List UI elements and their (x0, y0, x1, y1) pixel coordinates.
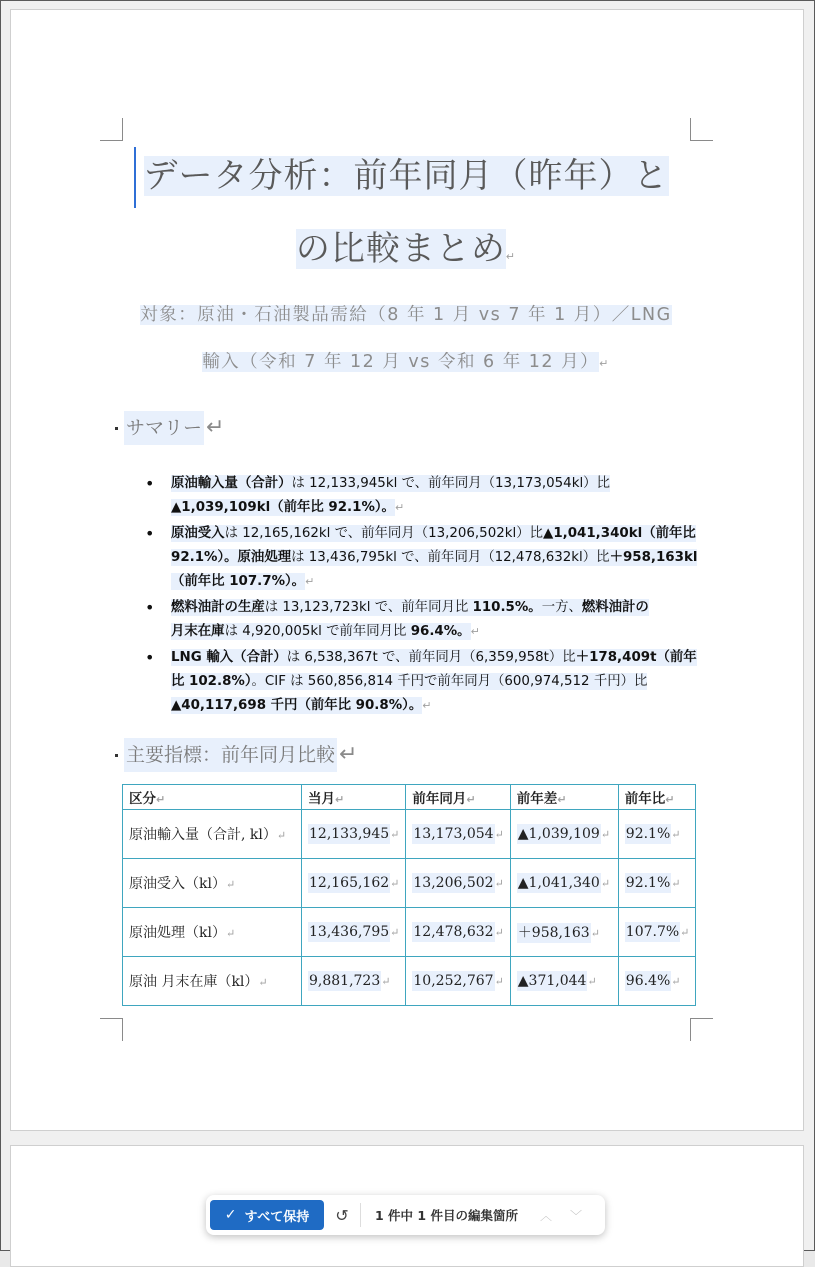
summary-bullet-item[interactable] (145, 472, 695, 520)
cell-end-mark: ↵ (671, 975, 681, 988)
table-cell[interactable]: ＋958,163↵ (510, 908, 618, 957)
cell-end-mark: ↵ (665, 793, 675, 806)
bullet-line (171, 694, 695, 718)
undo-icon[interactable]: ↺ (335, 1205, 349, 1225)
cell-end-mark: ↵ (590, 927, 600, 940)
cell-end-mark: ↵ (600, 828, 611, 841)
bold-text-run: ▲40,117,698 千円（前年比 90.8%）。 (171, 698, 423, 713)
bold-text-run: LNG 輸入（合計） (171, 650, 287, 665)
summary-bullet-list (145, 472, 698, 720)
text-run: は 13,123,723kl で、前年同月比 (264, 600, 473, 615)
table-cell[interactable]: 原油処理（kl）↵ (123, 908, 302, 957)
table-header-cell[interactable]: 前年同月↵ (406, 785, 510, 810)
bold-text-run: ＋178,409t（前年 (575, 650, 697, 665)
bold-text-run: 原油受入 (171, 526, 225, 541)
cell-end-mark: ↵ (587, 975, 597, 988)
table-cell[interactable]: 原油輸入量（合計, kl）↵ (123, 810, 302, 859)
table-cell[interactable]: 12,478,632↵ (406, 908, 510, 957)
return-mark: ↵ (339, 742, 358, 767)
paragraph-mark: ↵ (505, 250, 517, 263)
bullet-line (171, 546, 698, 570)
bullet-dot-icon: • (145, 598, 155, 617)
key-metrics-heading[interactable]: 主要指標：前年同月比較 ↵ (115, 738, 357, 772)
bold-text-run: 原油輸入量（合計） (171, 476, 292, 491)
table-cell[interactable]: 92.1%↵ (618, 859, 696, 908)
bold-text-run: ▲1,039,109kl（前年比 92.1%）。 (171, 500, 395, 515)
cell-end-mark: ↵ (494, 828, 504, 841)
table-header-cell[interactable]: 当月↵ (302, 785, 406, 810)
edit-status-text: 1 件中 1 件目の編集箇所 (375, 1208, 518, 1223)
cell-end-mark: ↵ (258, 976, 268, 989)
text-run: は 12,165,162kl で、前年同月（13,206,502kl）比 (224, 526, 544, 541)
key-metrics-table[interactable] (122, 784, 696, 1006)
bullet-line (171, 646, 695, 670)
table-cell[interactable]: 13,173,054↵ (406, 810, 510, 859)
paragraph-mark: ↵ (470, 625, 480, 638)
cell-end-mark: ↵ (276, 829, 287, 842)
summary-bullet-item[interactable] (145, 596, 695, 644)
text-run: は 13,436,795kl で、前年同月（12,478,632kl）比 (291, 550, 610, 565)
cell-end-mark: ↵ (156, 793, 166, 806)
cell-end-mark: ↵ (494, 975, 504, 988)
bold-text-run: 92.1%）。原油処理 (171, 550, 292, 565)
cell-end-mark: ↵ (494, 926, 504, 939)
summary-heading[interactable]: サマリー ↵ (115, 411, 224, 445)
cell-end-mark: ↵ (381, 975, 391, 988)
cell-end-mark: ↵ (680, 926, 690, 939)
bullet-line (171, 570, 695, 594)
cell-end-mark: ↵ (335, 793, 345, 806)
bold-text-run: 燃料油計の (581, 600, 649, 615)
table-cell[interactable]: 9,881,723↵ (302, 957, 406, 1006)
table-cell[interactable]: 13,206,502↵ (406, 859, 510, 908)
paragraph-mark: ↵ (422, 699, 432, 712)
bullet-line (171, 620, 695, 644)
bold-text-run: 比 102.8%） (171, 674, 252, 689)
return-mark: ↵ (206, 415, 225, 440)
keep-all-button[interactable]: ✓ すべて保持 (210, 1200, 324, 1230)
table-cell[interactable]: 12,165,162↵ (302, 859, 406, 908)
bullet-dot-icon: • (145, 474, 155, 493)
table-cell[interactable]: ▲371,044↵ (510, 957, 618, 1006)
summary-bullet-item[interactable] (145, 646, 695, 718)
margin-corner-bottom-left (100, 1018, 123, 1041)
text-run: 一方、 (541, 600, 582, 615)
table-cell[interactable]: 10,252,767↵ (406, 957, 510, 1006)
table-cell[interactable]: 96.4%↵ (618, 957, 696, 1006)
document-title-line-2[interactable]: の比較まとめ↵ (295, 229, 517, 269)
margin-corner-bottom-right (690, 1018, 713, 1041)
bold-text-run: ▲1,041,340kl（前年比 (543, 526, 696, 541)
bold-text-run: （前年比 107.7%）。 (171, 574, 306, 589)
cell-end-mark: ↵ (390, 877, 400, 890)
previous-edit-chevron-up-icon[interactable]: ︿ (539, 1208, 552, 1223)
next-edit-chevron-down-icon[interactable]: ﹀ (569, 1208, 582, 1223)
table-header-row (123, 785, 696, 810)
toolbar-divider (360, 1203, 361, 1227)
bullet-dot-icon: • (145, 648, 155, 667)
table-header-cell[interactable]: 前年比↵ (618, 785, 696, 810)
bold-text-run: 月末在庫 (171, 624, 225, 639)
cell-end-mark: ↵ (557, 793, 567, 806)
table-cell[interactable]: ▲1,039,109↵ (510, 810, 618, 859)
summary-bullet-item[interactable] (145, 522, 698, 594)
document-subtitle-line-1[interactable]: 対象：原油・石油製品需給（8 年 1 月 vs 7 年 1 月）／LNG (140, 305, 672, 325)
cell-end-mark: ↵ (466, 793, 476, 806)
review-toolbar (206, 1195, 605, 1235)
cell-end-mark: ↵ (225, 927, 236, 940)
paragraph-mark: ↵ (394, 501, 405, 514)
bullet-line (171, 496, 695, 520)
table-header-cell[interactable]: 前年差↵ (510, 785, 618, 810)
bullet-line (171, 472, 695, 496)
table-header-cell[interactable]: 区分↵ (123, 785, 302, 810)
bold-text-run: ＋958,163kl (609, 550, 698, 565)
text-run: は 12,133,945kl で、前年同月（13,173,054kl）比 (291, 476, 610, 491)
bullet-dot-icon: • (145, 524, 155, 543)
table-row (123, 810, 696, 859)
document-subtitle-line-2[interactable]: 輸入（令和 7 年 12 月 vs 令和 6 年 12 月）↵ (202, 352, 610, 372)
cell-end-mark: ↵ (494, 877, 504, 890)
cell-end-mark: ↵ (390, 828, 400, 841)
table-cell[interactable]: 107.7%↵ (618, 908, 696, 957)
table-cell[interactable]: 原油受入（kl）↵ (123, 859, 302, 908)
bold-text-run: 96.4%。 (410, 624, 471, 639)
bold-text-run: 110.5%。 (472, 600, 542, 615)
paragraph-mark: ↵ (305, 575, 315, 588)
table-row (123, 957, 696, 1006)
check-icon: ✓ (224, 1207, 237, 1223)
cell-end-mark: ↵ (671, 828, 681, 841)
cell-end-mark: ↵ (225, 878, 236, 891)
table-cell[interactable]: 12,133,945↵ (302, 810, 406, 859)
heading-bullet-icon (115, 427, 118, 430)
heading-bullet-icon (115, 754, 118, 757)
margin-corner-top-left (100, 118, 123, 141)
text-run: は 4,920,005kl で前年同月比 (224, 624, 411, 639)
table-row (123, 859, 696, 908)
paragraph-mark: ↵ (599, 357, 610, 370)
table-cell[interactable]: 92.1%↵ (618, 810, 696, 859)
bullet-line (171, 596, 695, 620)
cell-end-mark: ↵ (671, 877, 681, 890)
margin-corner-top-right (690, 118, 713, 141)
bullet-line (171, 522, 695, 546)
table-cell[interactable]: 13,436,795↵ (302, 908, 406, 957)
cell-end-mark: ↵ (600, 877, 611, 890)
text-run: は 6,538,367t で、前年同月（6,359,958t）比 (286, 650, 576, 665)
cell-end-mark: ↵ (390, 926, 400, 939)
text-run: 。CIF は 560,856,814 千円で前年同月（600,974,512 千円）比 (251, 674, 648, 689)
table-row (123, 908, 696, 957)
document-title-line-1[interactable]: データ分析：前年同月（昨年）と (143, 156, 669, 196)
table-cell[interactable]: ▲1,041,340↵ (510, 859, 618, 908)
bold-text-run: 燃料油計の生産 (171, 600, 265, 615)
bullet-line (171, 670, 695, 694)
table-cell[interactable]: 原油 月末在庫（kl）↵ (123, 957, 302, 1006)
